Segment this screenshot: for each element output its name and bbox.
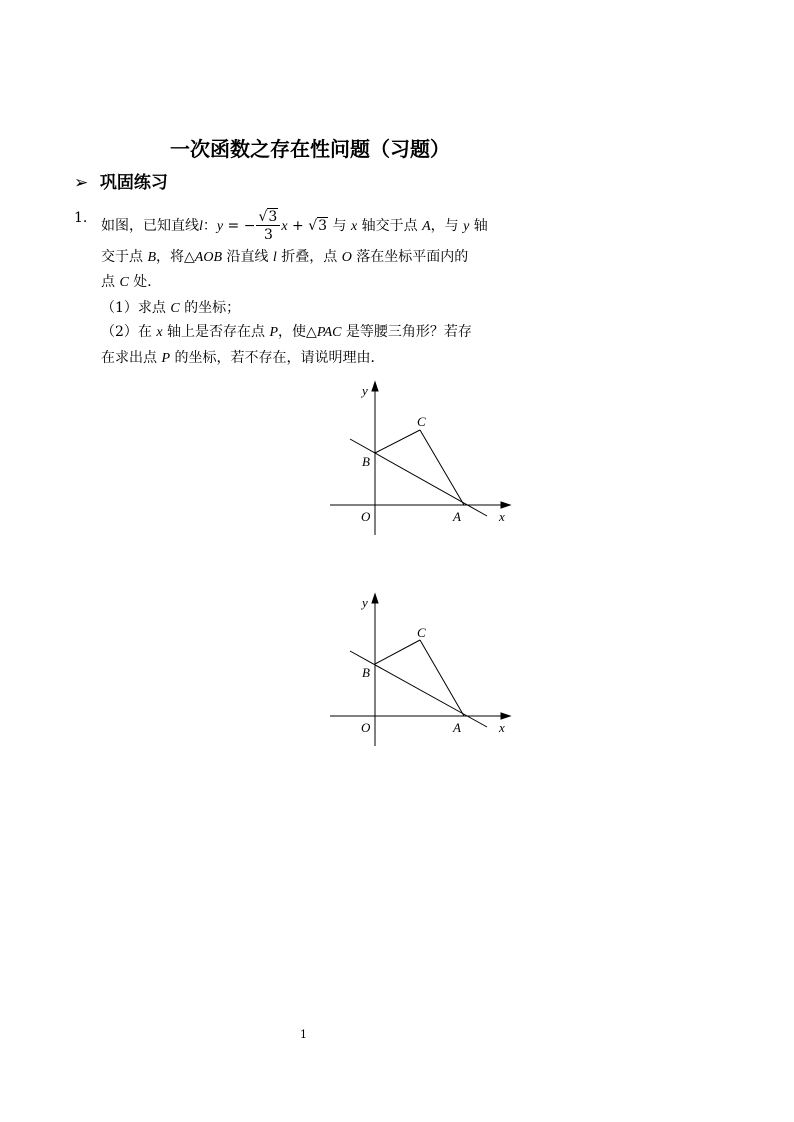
text-segment: ： [202,218,217,234]
line-name: l [272,250,277,265]
text-segment: 轴上是否存在点 [162,324,270,340]
equation-operator: = − [223,218,256,234]
equation-fraction [256,210,280,242]
label-O: O [361,720,371,735]
text-segment: 沿直线 [222,249,273,265]
question-line-2 [101,246,468,266]
page-title: 一次函数之存在性问题（习题） [170,137,450,161]
line-name: l [199,219,203,234]
text-segment: 交于点 [101,249,148,265]
text-segment: 在求出点 [101,350,162,366]
var-x: x [156,325,163,340]
point-O: O [341,250,352,265]
line-l [350,439,487,516]
label-B: B [362,665,370,680]
label-y: y [362,383,368,398]
label-A: A [453,509,461,524]
text-segment: 与 [328,218,351,234]
point-C: C [170,301,180,316]
coordinate-figure-2 [328,590,518,750]
text-segment: 轴交于点 [357,218,423,234]
equation-operator: + [287,218,309,234]
triangle-PAC: PAC [316,325,342,340]
var-x: x [350,219,358,234]
text-segment: 落在坐标平面内的 [351,249,469,265]
sqrt-symbol: √3 [258,209,278,225]
question-line-3 [101,271,161,291]
text-segment: （2）在 [101,324,157,340]
section-label: 巩固练习 [99,173,168,193]
label-C: C [417,414,426,429]
label-O: O [361,509,371,524]
sqrt-constant: √3 [308,218,328,234]
section-heading [74,168,168,193]
text-segment: ，与 [430,218,464,234]
point-A: A [422,219,431,234]
question-line-1 [101,210,488,242]
text-segment: ，使△ [278,324,317,340]
y-axis-arrow-icon [372,594,378,603]
point-P: P [269,325,279,340]
text-segment: 的坐标； [179,300,241,316]
label-x: x [499,509,505,524]
question-part-2-cont [101,347,384,367]
x-axis-arrow-icon [501,713,510,719]
label-B: B [362,454,370,469]
text-segment: 是等腰三角形？若存 [341,324,472,340]
text-segment: （1）求点 [101,300,171,316]
segment-BC [375,430,420,453]
y-axis-arrow-icon [372,382,378,391]
text-segment: 轴 [469,218,488,234]
page-number: 1 [300,1028,307,1041]
segment-CA [420,430,464,505]
segment-BC [375,640,420,664]
question-part-1 [101,297,240,317]
text-segment: ，将△ [156,249,195,265]
equation-x: x [281,219,288,234]
sqrt-radicand: 3 [268,209,278,225]
var-y: y [463,219,470,234]
point-B: B [147,250,157,265]
segment-CA [420,640,464,716]
text-segment: 折叠，点 [276,249,342,265]
question-part-2 [101,321,472,341]
question-number: 1. [74,210,88,226]
coordinate-figure-1 [328,378,518,538]
point-P: P [161,351,171,366]
text-segment: 如图，已知直线 [101,218,199,234]
label-C: C [417,625,426,640]
text-segment: 的坐标，若不存在，请说明理由． [170,350,385,366]
text-segment: 处． [128,274,162,290]
sqrt-radicand: 3 [318,218,328,234]
triangle-AOB: AOB [194,250,223,265]
label-x: x [499,720,505,735]
text-segment: 点 [101,274,120,290]
label-y: y [362,595,368,610]
point-C: C [119,275,129,290]
fraction-denominator: 3 [263,227,273,243]
arrow-bullet-icon: ➢ [74,173,89,193]
x-axis-arrow-icon [501,502,510,508]
label-A: A [453,720,461,735]
equation-y: y [216,219,224,234]
